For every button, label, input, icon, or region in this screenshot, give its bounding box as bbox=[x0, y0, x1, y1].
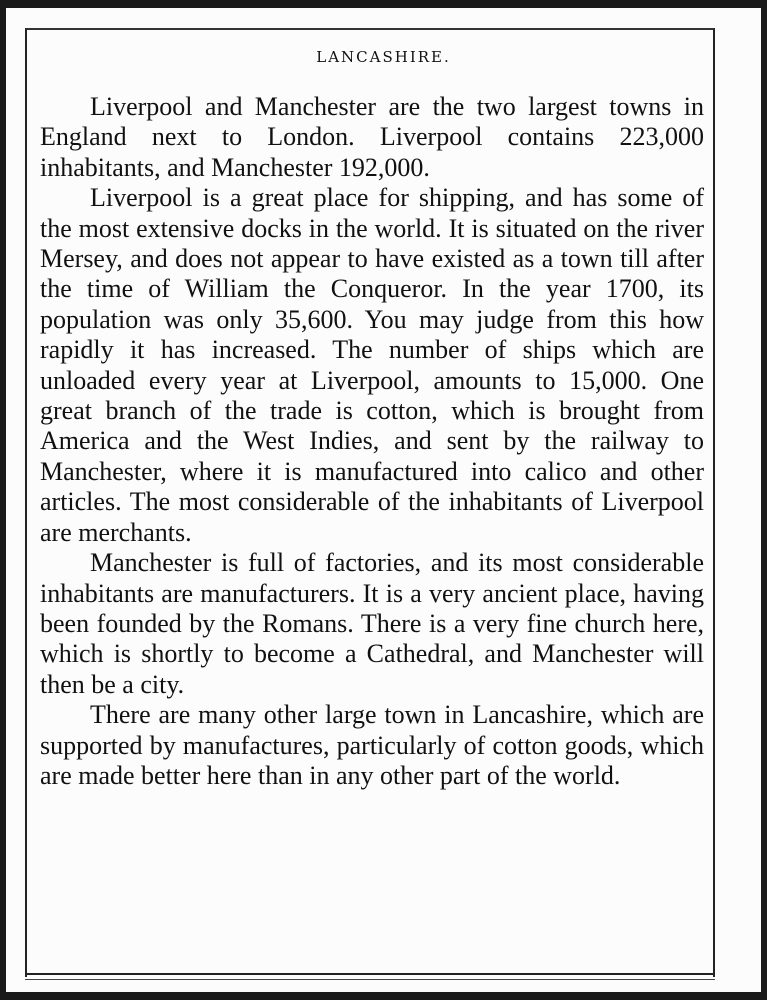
book-page bbox=[6, 8, 761, 992]
page-heading: LANCASHIRE. bbox=[316, 48, 451, 66]
paragraph-2: Liverpool is a great place for shipping, and has some of the most extensive docks in the world. It is situated on the river Mersey, and does not appear to have existed as a town till after the time of William the Conqueror. In the year 1700, its population was only 35,600. You may judge from this how rapidly it has increased. The number of ships which are unloaded every year at Liverpool, amounts to 15,000. One great branch of the trade is cotton, which is brought from America and the West Indies, and sent by the railway to Manchester, where it is manufactured into calico and other articles. The most considerable of the inhabitants of Liverpool are merchants. bbox=[40, 183, 704, 547]
paragraph-3: Manchester is full of factories, and its most considerable inhabitants are manufacturers. It is a very ancient place, having been founded by the Romans. There is a very fine church here, which is shortly to become a Cathedral, and Manchester will then be a city. bbox=[40, 548, 704, 699]
bottom-rule-thin bbox=[25, 979, 715, 980]
paragraph-4: There are many other large town in Lancashire, which are supported by manufactures, particularly of cotton goods, which are made better here than in any other part of the world. bbox=[40, 700, 704, 790]
bottom-rule bbox=[25, 973, 715, 975]
paragraph-1: Liverpool and Manchester are the two largest towns in England next to London. Liverpool contains 223,000 inhabitants, and Manchester 192,000. bbox=[40, 92, 704, 182]
body-text bbox=[40, 92, 704, 791]
